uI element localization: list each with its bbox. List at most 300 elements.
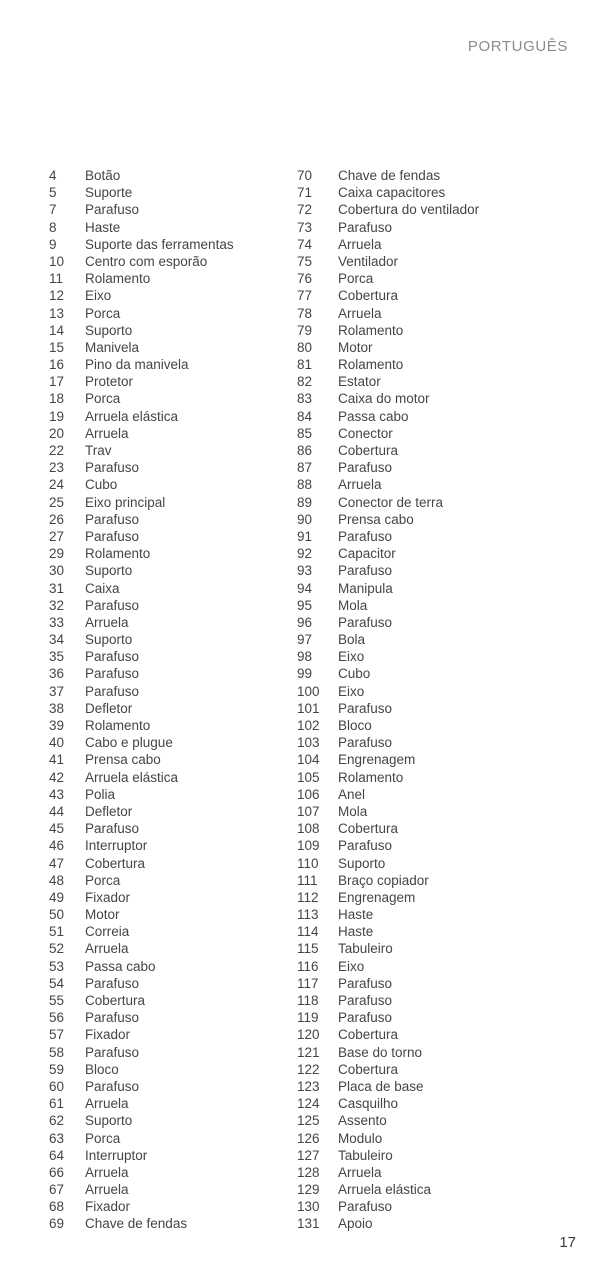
part-label: Parafuso [338,563,393,579]
parts-list-item [49,597,297,614]
part-number: 63 [49,1130,65,1146]
parts-list-item [297,1198,597,1215]
parts-list-item [49,390,297,407]
part-number: 30 [49,563,65,579]
parts-list-item [297,184,597,201]
part-number: 14 [49,322,65,338]
part-number: 89 [297,494,313,510]
part-label: Rolamento [85,271,151,287]
part-number: 42 [49,769,65,785]
part-number: 112 [297,889,319,905]
part-label: Parafuso [85,683,140,699]
part-number: 47 [49,855,65,871]
part-label: Parafuso [338,700,393,716]
part-number: 57 [49,1027,65,1043]
parts-list-item [297,236,597,253]
part-label: Porca [85,872,121,888]
part-number: 54 [49,975,65,991]
parts-list-item [49,734,297,751]
part-number: 4 [49,168,57,183]
part-label: Parafuso [85,511,140,527]
parts-list-item [49,545,297,562]
part-label: Arruela [338,236,382,252]
parts-list-item [49,219,297,236]
part-label: Braço copiador [338,872,429,888]
part-number: 5 [49,185,57,201]
parts-list-item [49,992,297,1009]
part-label: Cobertura [338,1027,399,1043]
part-label: Base do torno [338,1044,423,1060]
part-label: Arruela [85,941,129,957]
parts-list-item [297,717,597,734]
part-number: 114 [297,924,319,940]
part-number: 111 [297,872,318,888]
part-number: 107 [297,803,320,819]
part-label: Rolamento [338,357,404,373]
part-label: Ventilador [338,253,399,269]
part-label: Parafuso [338,219,393,235]
parts-list-item [297,201,597,218]
parts-list-item [297,373,597,390]
part-number: 103 [297,735,320,751]
parts-list-item [297,614,597,631]
part-label: Parafuso [338,614,393,630]
parts-list-item [49,786,297,803]
part-label: Parafuso [85,1010,140,1026]
part-label: Assento [338,1113,387,1129]
part-number: 108 [297,821,320,837]
parts-list [49,167,603,1233]
part-label: Parafuso [85,1078,140,1094]
parts-list-item [297,1112,597,1129]
parts-list-item [297,1078,597,1095]
parts-list-item [49,1044,297,1061]
parts-list-item [49,580,297,597]
part-label: Rolamento [338,322,404,338]
part-number: 10 [49,253,65,269]
parts-list-item [49,322,297,339]
part-label: Arruela [85,1182,129,1198]
parts-column-left [49,167,297,1233]
parts-list-item [49,373,297,390]
part-label: Bloco [85,1061,119,1077]
parts-list-item [49,339,297,356]
parts-list-item [297,1095,597,1112]
part-label: Correia [85,924,130,940]
part-label: Parafuso [338,993,393,1008]
parts-list-item [297,322,597,339]
parts-list-item [49,665,297,682]
part-number: 101 [297,700,320,716]
part-label: Porca [85,1130,121,1146]
part-number: 46 [49,838,65,854]
part-number: 44 [49,803,65,819]
part-label: Motor [85,907,120,923]
part-label: Arruela [338,477,382,493]
parts-list-item [297,1164,597,1181]
part-number: 16 [49,357,65,373]
part-number: 29 [49,546,65,562]
part-label: Cobertura do ventilador [338,202,480,218]
part-label: Haste [338,924,374,940]
part-label: Caixa do motor [338,391,430,407]
part-number: 66 [49,1164,65,1180]
parts-list-item [49,717,297,734]
part-number: 82 [297,374,313,390]
parts-list-item [297,1026,597,1043]
part-label: Cobertura [338,1061,399,1077]
parts-list-item [49,1009,297,1026]
parts-list-item [297,786,597,803]
part-label: Parafuso [85,821,140,837]
part-label: Parafuso [338,1010,393,1026]
parts-list-item [49,769,297,786]
part-label: Defletor [85,803,133,819]
part-number: 43 [49,786,65,802]
part-number: 9 [49,236,57,252]
parts-list-item [49,459,297,476]
parts-list-item [49,872,297,889]
part-label: Haste [338,907,374,923]
part-label: Arruela [85,614,129,630]
part-number: 35 [49,649,65,665]
part-label: Bloco [338,718,372,733]
part-label: Arruela elástica [338,1182,432,1198]
part-label: Parafuso [338,460,393,476]
parts-list-item [49,855,297,872]
parts-list-item [49,1112,297,1129]
parts-list-item [49,1061,297,1078]
part-number: 68 [49,1199,65,1215]
part-label: Engrenagem [338,889,416,905]
part-label: Parafuso [85,460,140,476]
part-label: Apoio [338,1216,373,1232]
parts-list-item [49,442,297,459]
parts-list-item [49,1215,297,1232]
parts-list-item [49,528,297,545]
parts-list-item [297,1061,597,1078]
parts-list-item [49,356,297,373]
part-number: 40 [49,735,65,751]
parts-list-item [297,390,597,407]
part-label: Casquilho [338,1096,399,1112]
part-label: Cabo e plugue [85,735,173,751]
parts-list-item [297,631,597,648]
part-label: Rolamento [85,718,151,733]
part-label: Fixador [85,889,131,905]
parts-list-item [49,923,297,940]
part-number: 52 [49,941,65,957]
part-label: Placa de base [338,1078,424,1094]
parts-list-item [297,1147,597,1164]
part-label: Eixo [338,649,365,665]
part-number: 38 [49,700,65,716]
part-label: Chave de fendas [85,1216,188,1232]
parts-list-item [297,820,597,837]
part-label: Cubo [338,666,371,682]
part-label: Interruptor [85,838,148,854]
part-number: 115 [297,941,319,957]
parts-list-item [297,769,597,786]
parts-list-item [49,253,297,270]
part-number: 48 [49,872,65,888]
part-number: 109 [297,838,320,854]
parts-list-item [297,665,597,682]
part-number: 99 [297,666,313,682]
part-label: Botão [85,168,121,183]
parts-list-item [49,201,297,218]
part-number: 98 [297,649,313,665]
part-label: Arruela elástica [85,769,179,785]
part-number: 131 [297,1216,320,1232]
part-number: 60 [49,1078,65,1094]
part-label: Anel [338,786,366,802]
parts-list-item [297,253,597,270]
part-number: 120 [297,1027,320,1043]
parts-list-item [297,1009,597,1026]
part-label: Cobertura [338,288,399,304]
part-number: 26 [49,511,65,527]
parts-list-item [297,597,597,614]
part-number: 20 [49,425,65,441]
parts-list-item [49,184,297,201]
part-number: 45 [49,821,65,837]
parts-list-item [49,287,297,304]
part-number: 122 [297,1061,320,1077]
parts-list-item [297,270,597,287]
part-number: 22 [49,443,65,458]
part-number: 113 [297,907,319,923]
parts-list-item [297,408,597,425]
part-label: Prensa cabo [338,511,414,527]
parts-list-item [49,803,297,820]
parts-list-item [297,923,597,940]
part-number: 7 [49,202,57,218]
part-number: 51 [49,924,65,940]
parts-list-item [49,614,297,631]
part-label: Trav [85,443,112,458]
part-number: 72 [297,202,313,218]
part-number: 12 [49,288,65,304]
part-label: Arruela [85,1096,129,1112]
parts-list-item [49,425,297,442]
part-number: 106 [297,786,320,802]
part-label: Arruela elástica [85,408,179,424]
part-number: 86 [297,443,313,458]
part-number: 83 [297,391,313,407]
parts-list-item [297,1181,597,1198]
part-label: Fixador [85,1199,131,1215]
parts-list-item [49,975,297,992]
part-number: 69 [49,1216,65,1232]
part-number: 95 [297,597,313,613]
parts-list-item [49,511,297,528]
part-label: Modulo [338,1130,383,1146]
part-label: Manipula [338,580,393,596]
parts-list-item [297,1130,597,1147]
part-number: 91 [297,528,313,544]
part-label: Caixa [85,580,120,596]
part-label: Parafuso [338,735,393,751]
part-number: 15 [49,339,65,355]
parts-list-item [297,940,597,957]
parts-list-item [49,940,297,957]
page-number: 17 [559,1234,576,1251]
part-number: 123 [297,1078,320,1094]
part-number: 41 [49,752,65,768]
part-label: Fixador [85,1027,131,1043]
parts-list-item [49,1147,297,1164]
part-label: Rolamento [85,546,151,562]
part-number: 18 [49,391,65,407]
part-label: Suporto [85,1113,133,1129]
part-label: Porca [85,391,121,407]
parts-list-item [49,494,297,511]
part-number: 130 [297,1199,320,1215]
parts-list-item [297,562,597,579]
part-label: Eixo [338,683,365,699]
parts-list-item [49,1078,297,1095]
parts-list-item [297,992,597,1009]
part-number: 23 [49,460,65,476]
parts-list-item [297,683,597,700]
part-label: Cobertura [338,443,399,458]
part-number: 78 [297,305,313,321]
part-label: Suporto [85,632,133,648]
parts-list-item [297,837,597,854]
part-label: Arruela [338,1164,382,1180]
parts-list-item [49,820,297,837]
part-label: Arruela [338,305,382,321]
parts-list-item [49,751,297,768]
parts-list-item [49,476,297,493]
part-label: Motor [338,339,373,355]
part-label: Interruptor [85,1147,148,1163]
part-number: 36 [49,666,65,682]
part-number: 17 [49,374,65,390]
part-label: Pino da manivela [85,357,189,373]
part-number: 125 [297,1113,320,1129]
parts-list-item [297,751,597,768]
part-number: 11 [49,271,64,287]
part-label: Passa cabo [85,958,156,974]
part-number: 34 [49,632,65,648]
parts-list-item [297,287,597,304]
parts-list-item [297,1044,597,1061]
part-label: Parafuso [85,666,140,682]
part-number: 62 [49,1113,65,1129]
part-number: 88 [297,477,313,493]
part-number: 56 [49,1010,65,1026]
parts-list-item [49,236,297,253]
part-number: 102 [297,718,320,733]
part-label: Tabuleiro [338,1147,393,1163]
part-label: Parafuso [85,649,140,665]
parts-list-item [297,442,597,459]
part-label: Conector [338,425,393,441]
part-number: 118 [297,993,319,1008]
parts-list-item [49,958,297,975]
parts-list-item [297,459,597,476]
part-number: 79 [297,322,313,338]
part-number: 94 [297,580,313,596]
part-number: 73 [297,219,313,235]
parts-list-item [297,889,597,906]
part-label: Suporte das ferramentas [85,236,234,252]
part-number: 25 [49,494,65,510]
part-label: Passa cabo [338,408,409,424]
part-number: 90 [297,511,313,527]
part-label: Cubo [85,477,118,493]
part-label: Parafuso [85,1044,140,1060]
part-number: 32 [49,597,65,613]
part-label: Cobertura [85,855,146,871]
part-label: Manivela [85,339,140,355]
part-number: 33 [49,614,65,630]
part-label: Rolamento [338,769,404,785]
part-label: Parafuso [338,975,393,991]
part-number: 80 [297,339,313,355]
parts-list-item [297,872,597,889]
part-label: Mola [338,597,368,613]
parts-list-item [49,270,297,287]
part-number: 61 [49,1096,65,1112]
part-label: Parafuso [85,202,140,218]
part-number: 64 [49,1147,65,1163]
parts-list-item [297,803,597,820]
part-number: 124 [297,1096,320,1112]
parts-list-item [49,1130,297,1147]
part-number: 117 [297,975,319,991]
part-number: 24 [49,477,65,493]
part-number: 67 [49,1182,65,1198]
part-number: 55 [49,993,65,1008]
parts-list-item [49,1181,297,1198]
part-number: 53 [49,958,65,974]
part-label: Eixo principal [85,494,166,510]
part-label: Eixo [85,288,112,304]
part-number: 58 [49,1044,65,1060]
parts-list-item [49,408,297,425]
parts-list-item [297,425,597,442]
parts-list-item [297,958,597,975]
part-number: 8 [49,219,57,235]
part-number: 93 [297,563,313,579]
part-label: Chave de fendas [338,168,441,183]
parts-list-item [297,339,597,356]
part-number: 119 [297,1010,319,1026]
parts-list-item [49,167,297,184]
part-number: 85 [297,425,313,441]
part-label: Estator [338,374,381,390]
part-number: 126 [297,1130,320,1146]
parts-list-item [297,700,597,717]
part-label: Arruela [85,1164,129,1180]
part-label: Parafuso [85,528,140,544]
part-number: 77 [297,288,313,304]
part-label: Defletor [85,700,133,716]
part-label: Cobertura [338,821,399,837]
parts-list-item [49,700,297,717]
part-number: 121 [297,1044,320,1060]
parts-list-item [297,356,597,373]
part-label: Suporte [85,185,133,201]
part-label: Mola [338,803,368,819]
part-number: 84 [297,408,313,424]
part-label: Cobertura [85,993,146,1008]
part-label: Parafuso [85,975,140,991]
part-label: Capacitor [338,546,396,562]
